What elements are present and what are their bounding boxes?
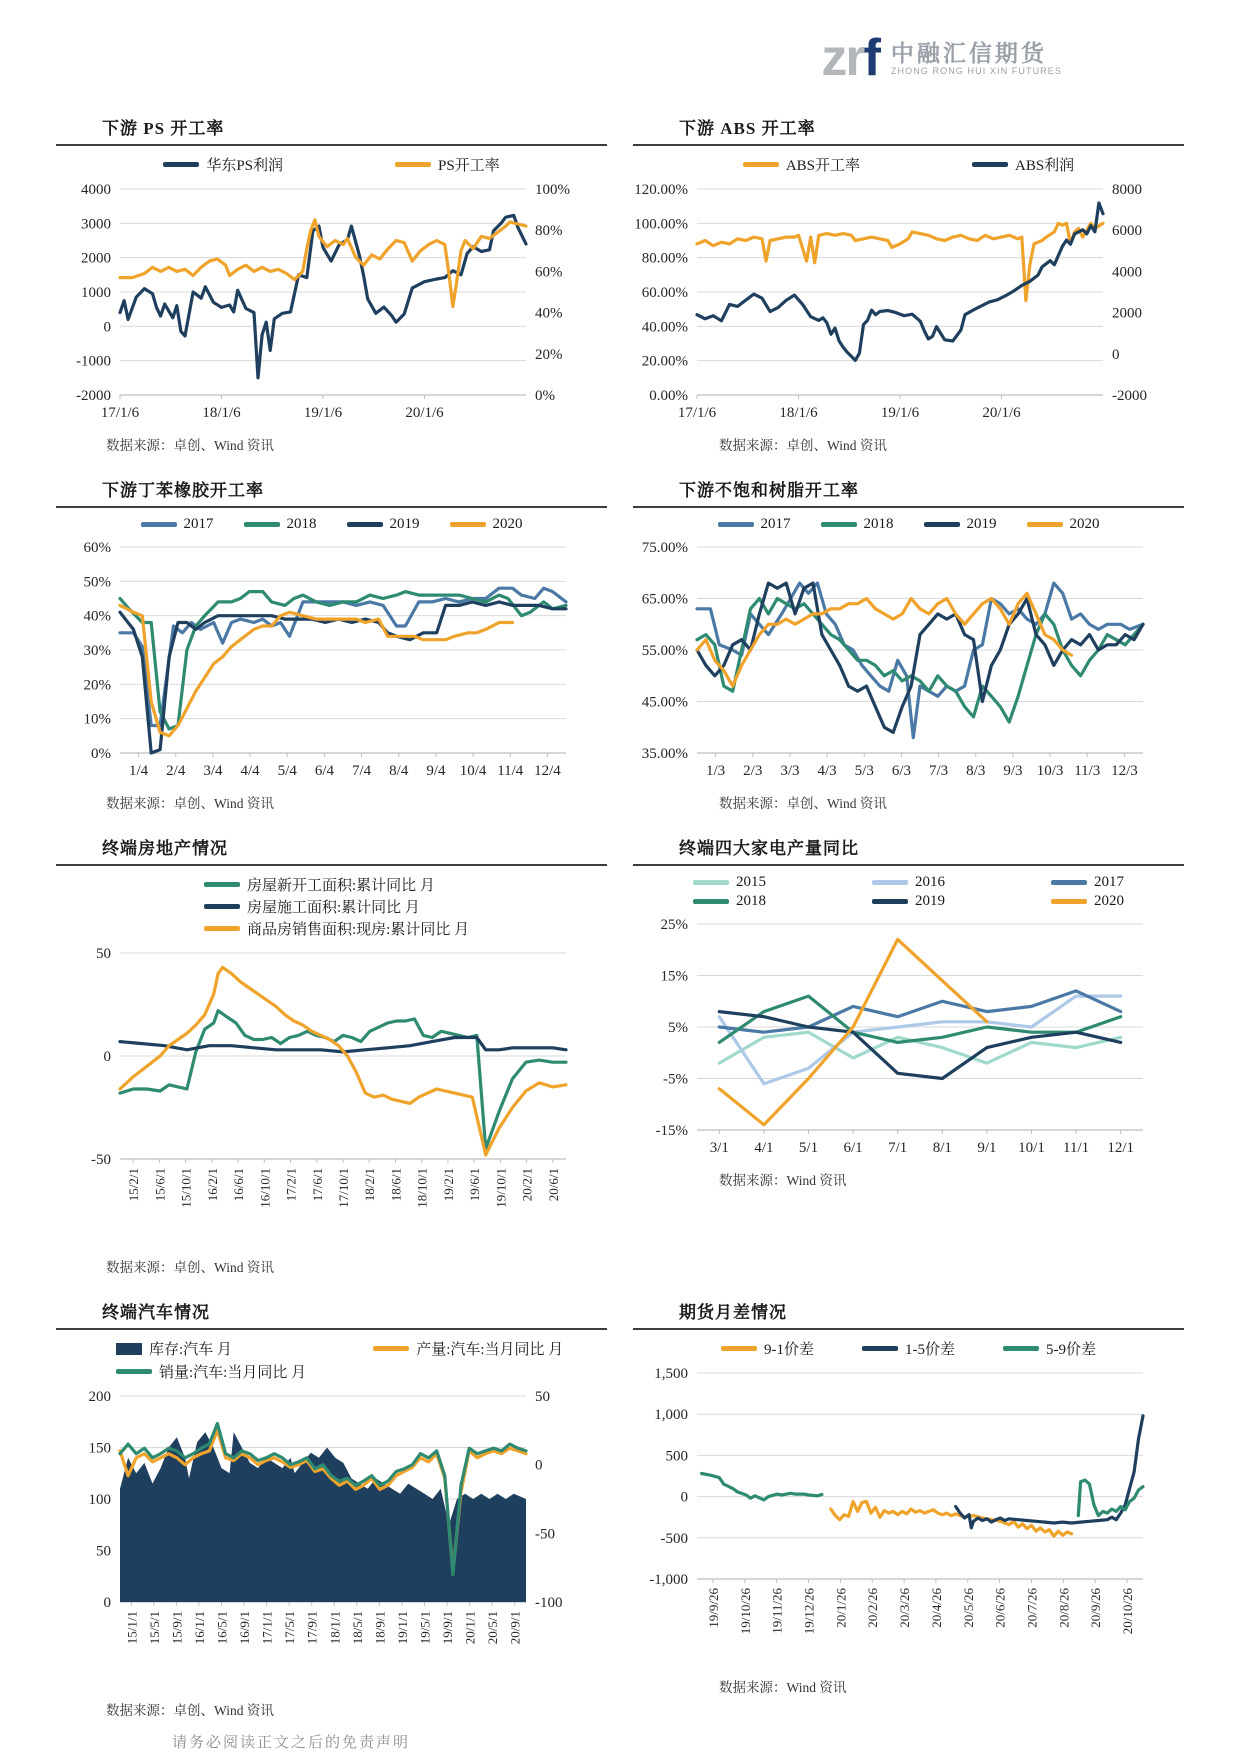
chart-canvas: [56, 941, 584, 1251]
svg-text:20/1/1: 20/1/1: [462, 1611, 478, 1645]
svg-text:20%: 20%: [535, 346, 563, 363]
legend-label: 2019: [389, 516, 420, 532]
chart-title: 终端四大家电产量同比: [679, 839, 859, 858]
chart-legend: [56, 1338, 607, 1382]
data-source-note: 数据来源：卓创、Wind 资讯: [106, 1703, 274, 1718]
legend-item: [204, 896, 420, 917]
legend-label: 2020: [1094, 893, 1124, 909]
svg-text:4/4: 4/4: [240, 763, 260, 779]
chart-figure: [56, 1384, 607, 1699]
svg-text:17/1/1: 17/1/1: [259, 1611, 275, 1645]
legend-item: [204, 874, 435, 895]
svg-text:18/1/1: 18/1/1: [327, 1611, 343, 1645]
svg-text:100%: 100%: [535, 182, 570, 198]
svg-text:80.00%: 80.00%: [641, 250, 688, 267]
svg-text:18/1/6: 18/1/6: [202, 405, 241, 421]
svg-text:16/6/1: 16/6/1: [231, 1168, 247, 1202]
page-header: [0, 16, 1240, 100]
legend-swatch: [821, 522, 857, 527]
svg-text:19/1/1: 19/1/1: [394, 1611, 410, 1645]
svg-text:30%: 30%: [83, 643, 111, 659]
disclaimer-footer: 请务必阅读正文之后的免责声明: [172, 1735, 411, 1751]
legend-item: [1027, 516, 1100, 533]
legend-label: 2019: [966, 516, 997, 532]
legend-swatch: [972, 162, 1008, 167]
chart-canvas: [633, 177, 1161, 429]
chart-section-5: [56, 820, 607, 1284]
svg-text:19/10/26: 19/10/26: [737, 1588, 753, 1635]
svg-text:20/6/26: 20/6/26: [992, 1588, 1008, 1628]
title-rule: [633, 1328, 1184, 1330]
svg-text:1/4: 1/4: [128, 763, 149, 779]
svg-text:19/9/1: 19/9/1: [440, 1611, 456, 1645]
data-source-note: 数据来源：卓创、Wind 资讯: [719, 438, 887, 453]
svg-text:6/3: 6/3: [891, 763, 912, 779]
legend-swatch: [1051, 880, 1087, 885]
legend-swatch: [141, 522, 177, 527]
legend-label: 2018: [286, 516, 317, 532]
legend-item: [373, 1338, 607, 1359]
svg-text:19/6/1: 19/6/1: [467, 1168, 483, 1202]
legend-item: [116, 1338, 373, 1359]
svg-text:7/1: 7/1: [888, 1140, 908, 1156]
logo-company-name-cn: 中融汇信期货: [890, 39, 1047, 66]
legend-item: [1051, 874, 1124, 891]
svg-text:19/5/1: 19/5/1: [417, 1611, 433, 1645]
legend-label: 2016: [915, 874, 945, 890]
svg-text:150: 150: [88, 1440, 111, 1457]
svg-text:20/8/26: 20/8/26: [1056, 1588, 1072, 1628]
legend-label: PS开工率: [438, 158, 500, 174]
svg-text:40%: 40%: [83, 608, 111, 625]
chart-figure: [633, 177, 1184, 434]
chart-title: 终端房地产情况: [102, 839, 228, 858]
data-source-note: 数据来源：卓创、Wind 资讯: [106, 438, 274, 453]
svg-text:40%: 40%: [535, 305, 563, 322]
svg-text:60%: 60%: [83, 540, 111, 556]
svg-text:80%: 80%: [535, 223, 563, 240]
svg-text:35.00%: 35.00%: [641, 746, 688, 762]
legend-item: [204, 918, 469, 939]
svg-text:8/3: 8/3: [966, 763, 986, 779]
svg-text:0: 0: [535, 1457, 543, 1474]
legend-label: 5-9价差: [1046, 1342, 1096, 1358]
svg-text:-50: -50: [535, 1526, 555, 1543]
svg-text:-2000: -2000: [76, 388, 111, 404]
svg-text:20/1/6: 20/1/6: [405, 405, 444, 421]
legend-swatch: [116, 1343, 142, 1355]
data-source-note: 数据来源：Wind 资讯: [719, 1173, 847, 1188]
svg-text:75.00%: 75.00%: [641, 540, 688, 556]
svg-text:4/1: 4/1: [754, 1140, 774, 1156]
chart-title: 期货月差情况: [679, 1303, 787, 1322]
svg-text:200: 200: [88, 1389, 111, 1405]
svg-text:3000: 3000: [81, 216, 111, 233]
legend-swatch: [872, 899, 908, 904]
data-source-note: 数据来源：卓创、Wind 资讯: [719, 796, 887, 811]
legend-label: 1-5价差: [905, 1342, 955, 1358]
legend-label: 库存:汽车 月: [149, 1342, 232, 1358]
chart-section-1: [56, 100, 607, 462]
legend-item: [395, 154, 500, 175]
chart-legend: [633, 516, 1184, 533]
chart-figure: [633, 912, 1184, 1169]
svg-text:3/4: 3/4: [203, 763, 223, 779]
svg-text:-500: -500: [660, 1530, 688, 1547]
legend-swatch: [347, 522, 383, 527]
svg-text:60%: 60%: [535, 264, 563, 281]
svg-text:50: 50: [96, 946, 111, 962]
svg-text:16/2/1: 16/2/1: [204, 1168, 220, 1202]
svg-text:40.00%: 40.00%: [641, 319, 688, 336]
legend-item: [721, 1338, 814, 1359]
legend-swatch: [1003, 1346, 1039, 1351]
legend-item: [872, 893, 945, 910]
chart-section-2: [633, 100, 1184, 462]
title-rule: [633, 144, 1184, 146]
svg-text:12/3: 12/3: [1111, 763, 1138, 779]
svg-text:19/1/6: 19/1/6: [880, 405, 920, 421]
data-source-note: 数据来源：Wind 资讯: [719, 1680, 847, 1695]
legend-swatch: [862, 1346, 898, 1351]
svg-text:20%: 20%: [83, 677, 111, 694]
svg-text:8/1: 8/1: [932, 1140, 952, 1156]
chart-figure: [56, 535, 607, 792]
svg-text:15/1/1: 15/1/1: [124, 1611, 140, 1645]
svg-text:100.00%: 100.00%: [634, 216, 688, 233]
svg-text:20/1/6: 20/1/6: [982, 405, 1021, 421]
svg-text:1000: 1000: [81, 285, 111, 301]
svg-text:6/4: 6/4: [314, 763, 335, 779]
title-rule: [56, 144, 607, 146]
svg-text:10%: 10%: [83, 711, 111, 728]
legend-item: [450, 516, 523, 533]
svg-text:17/10/1: 17/10/1: [336, 1168, 351, 1208]
svg-text:11/4: 11/4: [497, 763, 524, 779]
logo-company-name-en: ZHONG RONG HUI XIN FUTURES: [890, 66, 1062, 77]
svg-text:18/6/1: 18/6/1: [388, 1168, 404, 1202]
chart-legend: [633, 154, 1184, 175]
svg-text:4000: 4000: [1112, 264, 1142, 281]
legend-item: [1003, 1338, 1096, 1359]
svg-text:7/4: 7/4: [351, 763, 372, 779]
svg-text:9/1: 9/1: [977, 1140, 997, 1156]
legend-swatch: [721, 1346, 757, 1351]
legend-swatch: [244, 522, 280, 527]
svg-text:20/2/26: 20/2/26: [865, 1588, 881, 1628]
legend-item: [972, 154, 1074, 175]
svg-text:8/4: 8/4: [389, 763, 409, 779]
chart-legend: [633, 874, 1184, 910]
svg-text:20/9/1: 20/9/1: [507, 1611, 523, 1645]
svg-text:20/3/26: 20/3/26: [897, 1588, 913, 1628]
svg-text:-2000: -2000: [1112, 388, 1147, 404]
chart-figure: [633, 1361, 1184, 1676]
svg-text:15%: 15%: [660, 968, 688, 985]
svg-text:18/1/6: 18/1/6: [779, 405, 818, 421]
svg-text:12/4: 12/4: [534, 763, 561, 779]
chart-canvas: [633, 535, 1161, 787]
legend-label: 2020: [492, 516, 523, 532]
svg-text:-100: -100: [535, 1595, 563, 1611]
logo-mark: [821, 29, 881, 87]
legend-label: ABS开工率: [785, 158, 860, 174]
svg-text:0.00%: 0.00%: [649, 388, 688, 404]
legend-label: 2018: [863, 516, 894, 532]
svg-text:15/9/1: 15/9/1: [169, 1611, 185, 1645]
svg-text:-1,000: -1,000: [649, 1572, 688, 1588]
legend-label: 2015: [736, 874, 766, 890]
chart-canvas: [56, 1384, 584, 1694]
svg-text:20.00%: 20.00%: [641, 353, 688, 370]
legend-item: [347, 516, 420, 533]
title-rule: [56, 1328, 607, 1330]
svg-text:60.00%: 60.00%: [641, 285, 688, 301]
legend-swatch: [1027, 522, 1063, 527]
svg-text:5/4: 5/4: [277, 763, 297, 779]
logo-zr-text: zr: [821, 29, 864, 87]
svg-text:1,500: 1,500: [654, 1366, 688, 1382]
chart-title: 下游 ABS 开工率: [679, 119, 816, 138]
logo-text: [891, 40, 1062, 77]
svg-text:17/1/6: 17/1/6: [100, 405, 140, 421]
legend-item: [116, 1361, 373, 1382]
svg-text:1,000: 1,000: [654, 1407, 688, 1424]
chart-canvas: [633, 912, 1161, 1164]
chart-figure: [56, 941, 607, 1256]
svg-text:5/3: 5/3: [854, 763, 874, 779]
chart-section-4: [633, 462, 1184, 820]
svg-text:45.00%: 45.00%: [641, 694, 688, 711]
svg-text:20/9/26: 20/9/26: [1088, 1588, 1104, 1628]
legend-item: [821, 516, 894, 533]
svg-text:19/9/26: 19/9/26: [705, 1588, 721, 1628]
svg-text:50: 50: [535, 1389, 550, 1405]
svg-text:18/10/1: 18/10/1: [414, 1168, 430, 1208]
svg-text:0: 0: [103, 319, 111, 336]
svg-text:20/5/26: 20/5/26: [960, 1588, 976, 1628]
chart-canvas: [56, 535, 584, 787]
legend-swatch: [450, 522, 486, 527]
legend-item: [693, 874, 766, 891]
svg-text:55.00%: 55.00%: [641, 643, 688, 659]
legend-swatch: [1051, 899, 1087, 904]
svg-text:6000: 6000: [1112, 223, 1142, 240]
legend-label: 华东PS利润: [206, 158, 283, 174]
chart-section-8: [633, 1284, 1184, 1727]
svg-text:15/5/1: 15/5/1: [146, 1611, 162, 1645]
svg-text:1/3: 1/3: [705, 763, 726, 779]
svg-text:120.00%: 120.00%: [634, 182, 688, 198]
chart-title: 下游 PS 开工率: [102, 119, 225, 138]
legend-item: [924, 516, 997, 533]
legend-label: 产量:汽车:当月同比 月: [416, 1342, 564, 1358]
svg-text:19/12/26: 19/12/26: [801, 1588, 817, 1635]
svg-text:18/2/1: 18/2/1: [362, 1168, 378, 1202]
svg-text:17/1/6: 17/1/6: [677, 405, 717, 421]
svg-text:3/3: 3/3: [780, 763, 800, 779]
chart-figure: [633, 535, 1184, 792]
chart-legend: [56, 154, 607, 175]
legend-item: [862, 1338, 955, 1359]
legend-item: [1051, 893, 1124, 910]
chart-legend: [633, 1338, 1184, 1359]
legend-swatch: [373, 1346, 409, 1351]
svg-text:4000: 4000: [81, 182, 111, 198]
legend-label: 9-1价差: [764, 1342, 814, 1358]
svg-text:11/3: 11/3: [1074, 763, 1101, 779]
chart-section-6: [633, 820, 1184, 1284]
chart-section-3: [56, 462, 607, 820]
svg-text:9/3: 9/3: [1003, 763, 1023, 779]
svg-text:-15%: -15%: [655, 1123, 688, 1139]
data-source-note: 数据来源：卓创、Wind 资讯: [106, 796, 274, 811]
legend-item: [743, 154, 860, 175]
legend-swatch: [693, 880, 729, 885]
svg-text:50%: 50%: [83, 574, 111, 591]
svg-text:10/3: 10/3: [1036, 763, 1064, 779]
legend-swatch: [204, 904, 240, 909]
chart-title: 下游不饱和树脂开工率: [679, 481, 859, 500]
svg-text:0%: 0%: [91, 746, 111, 762]
svg-text:9/4: 9/4: [426, 763, 446, 779]
legend-swatch: [718, 522, 754, 527]
svg-text:17/5/1: 17/5/1: [282, 1611, 298, 1645]
svg-text:100: 100: [88, 1492, 111, 1508]
chart-canvas: [56, 177, 584, 429]
legend-item: [693, 893, 766, 910]
svg-text:25%: 25%: [660, 917, 688, 933]
svg-text:0: 0: [103, 1595, 111, 1611]
title-rule: [56, 864, 607, 866]
svg-text:2/4: 2/4: [166, 763, 186, 779]
svg-text:-5%: -5%: [663, 1071, 688, 1088]
legend-label: 房屋施工面积:累计同比 月: [247, 900, 420, 916]
legend-swatch: [204, 882, 240, 887]
svg-text:50: 50: [96, 1543, 111, 1560]
svg-text:500: 500: [665, 1448, 688, 1465]
svg-text:15/6/1: 15/6/1: [152, 1168, 168, 1202]
svg-text:5%: 5%: [668, 1020, 688, 1036]
title-rule: [56, 506, 607, 508]
svg-text:19/2/1: 19/2/1: [440, 1168, 456, 1202]
svg-text:16/1/1: 16/1/1: [191, 1611, 207, 1645]
company-logo: [821, 29, 1062, 87]
svg-text:17/9/1: 17/9/1: [304, 1611, 320, 1645]
chart-legend: [56, 874, 607, 939]
svg-text:2/3: 2/3: [743, 763, 763, 779]
chart-title: 终端汽车情况: [102, 1303, 210, 1322]
title-rule: [633, 506, 1184, 508]
svg-text:20/7/26: 20/7/26: [1024, 1588, 1040, 1628]
legend-item: [244, 516, 317, 533]
charts-grid: [0, 100, 1240, 1727]
legend-item: [141, 516, 214, 533]
legend-label: 2017: [183, 516, 214, 532]
svg-text:20/6/1: 20/6/1: [545, 1168, 561, 1202]
legend-label: 2019: [915, 893, 945, 909]
legend-label: 2017: [1094, 874, 1124, 890]
svg-text:-1000: -1000: [76, 353, 111, 370]
legend-label: 2017: [760, 516, 791, 532]
svg-text:4/3: 4/3: [817, 763, 837, 779]
svg-text:15/2/1: 15/2/1: [126, 1168, 142, 1202]
data-source-note: 数据来源：卓创、Wind 资讯: [106, 1260, 274, 1275]
legend-label: 2020: [1069, 516, 1100, 532]
svg-text:20/2/1: 20/2/1: [519, 1168, 535, 1202]
svg-text:17/6/1: 17/6/1: [309, 1168, 325, 1202]
svg-text:16/9/1: 16/9/1: [237, 1611, 253, 1645]
legend-label: 2018: [736, 893, 766, 909]
legend-label: 商品房销售面积:现房:累计同比 月: [247, 922, 470, 938]
legend-swatch: [743, 162, 779, 167]
legend-swatch: [693, 899, 729, 904]
logo-f-text: f: [863, 29, 881, 87]
svg-text:11/1: 11/1: [1063, 1140, 1090, 1156]
svg-text:20/1/26: 20/1/26: [833, 1588, 849, 1628]
svg-text:10/4: 10/4: [459, 763, 487, 779]
legend-item: [163, 154, 283, 175]
svg-text:12/1: 12/1: [1107, 1140, 1135, 1156]
svg-text:19/11/26: 19/11/26: [769, 1588, 785, 1634]
legend-swatch: [924, 522, 960, 527]
legend-swatch: [872, 880, 908, 885]
legend-item: [872, 874, 945, 891]
svg-text:8000: 8000: [1112, 182, 1142, 198]
chart-title: 下游丁苯橡胶开工率: [102, 481, 264, 500]
legend-label: 房屋新开工面积:累计同比 月: [247, 878, 435, 894]
legend-swatch: [163, 162, 199, 167]
svg-text:20/4/26: 20/4/26: [928, 1588, 944, 1628]
svg-text:0: 0: [680, 1489, 688, 1506]
legend-label: ABS利润: [1015, 158, 1075, 174]
svg-text:18/5/1: 18/5/1: [349, 1611, 365, 1645]
svg-text:2000: 2000: [1112, 305, 1142, 322]
svg-text:5/1: 5/1: [798, 1140, 819, 1156]
svg-text:7/3: 7/3: [928, 763, 949, 779]
svg-text:16/10/1: 16/10/1: [257, 1168, 273, 1208]
svg-text:3/1: 3/1: [709, 1140, 729, 1156]
chart-legend: [56, 516, 607, 533]
svg-text:65.00%: 65.00%: [641, 591, 688, 608]
legend-item: [718, 516, 791, 533]
svg-text:19/10/1: 19/10/1: [493, 1168, 509, 1208]
chart-canvas: [633, 1361, 1161, 1671]
svg-text:18/9/1: 18/9/1: [372, 1611, 388, 1645]
svg-text:0: 0: [1112, 346, 1120, 363]
svg-text:0: 0: [103, 1049, 111, 1065]
svg-text:17/2/1: 17/2/1: [283, 1168, 299, 1202]
legend-swatch: [204, 926, 240, 931]
legend-label: 销量:汽车:当月同比 月: [159, 1365, 307, 1381]
svg-text:19/1/6: 19/1/6: [303, 405, 343, 421]
chart-section-7: [56, 1284, 607, 1727]
svg-text:6/1: 6/1: [843, 1140, 863, 1156]
svg-text:2000: 2000: [81, 250, 111, 267]
svg-text:20/10/26: 20/10/26: [1120, 1588, 1136, 1635]
svg-text:15/10/1: 15/10/1: [178, 1168, 194, 1208]
legend-swatch: [116, 1369, 152, 1374]
legend-swatch: [395, 162, 431, 167]
title-rule: [633, 864, 1184, 866]
chart-figure: [56, 177, 607, 434]
svg-text:10/1: 10/1: [1018, 1140, 1045, 1156]
svg-text:0%: 0%: [535, 388, 555, 404]
svg-text:20/5/1: 20/5/1: [485, 1611, 501, 1645]
svg-text:16/5/1: 16/5/1: [214, 1611, 230, 1645]
svg-text:-50: -50: [91, 1152, 111, 1168]
